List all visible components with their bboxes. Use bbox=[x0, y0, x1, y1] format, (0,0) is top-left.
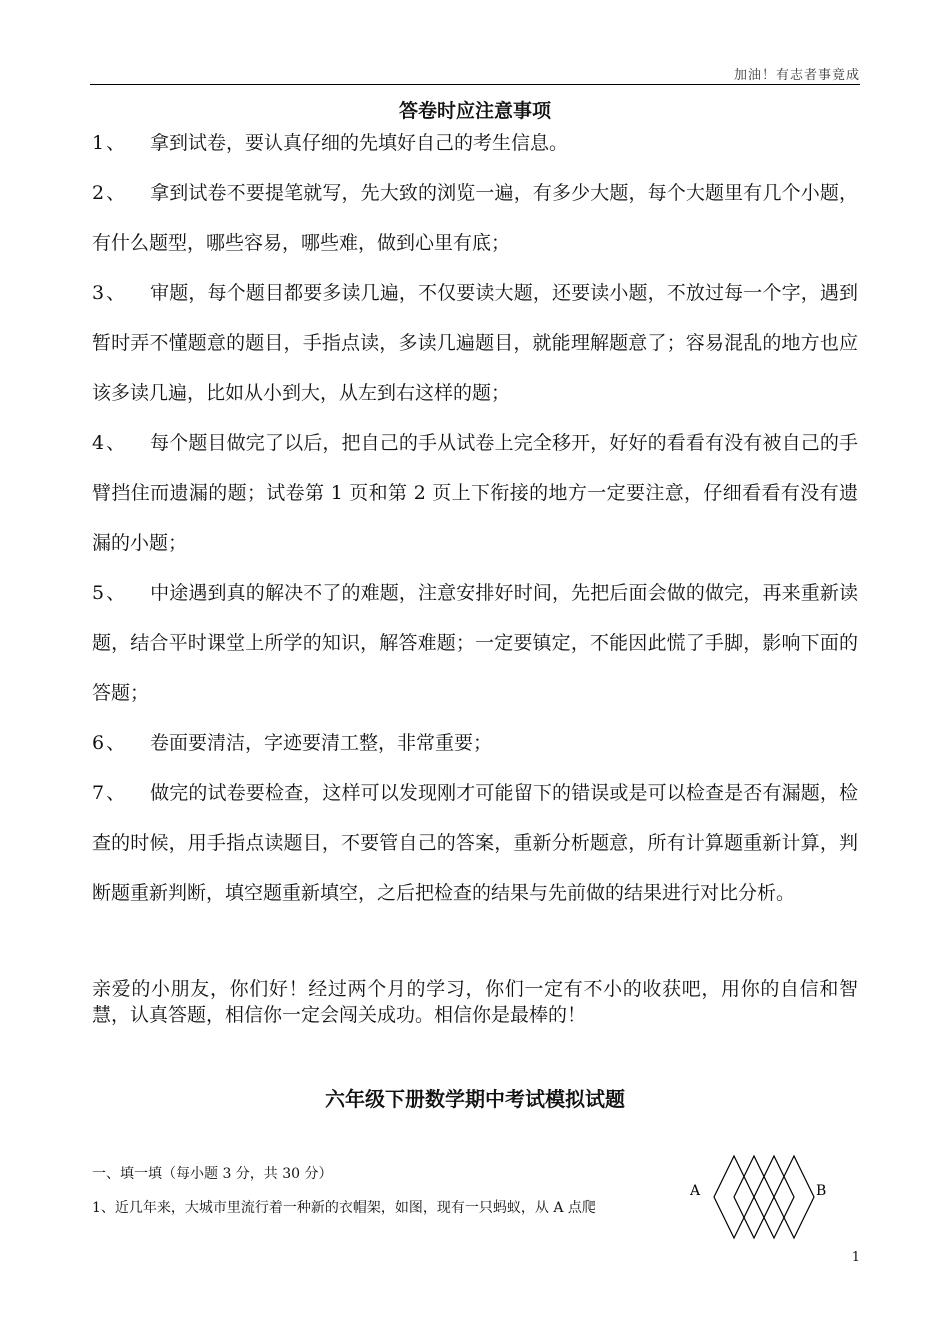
note-text: 卷面要清洁，字迹要清工整，非常重要； bbox=[150, 732, 493, 754]
note-number: 2、 bbox=[92, 182, 128, 204]
note-text: 审题，每个题目都要多读几遍，不仅要读大题，还要读小题，不放过每一个字，遇到暂时弄不懂题意的题目，手指点读，多读几遍题目，就能理解题意了；容易混乱的地方也应该多读几遍，比如从小到大，从左到右这样的题； bbox=[92, 282, 858, 404]
note-item bbox=[92, 118, 858, 168]
note-text: 每个题目做完了以后，把自己的手从试卷上完全移开，好好的看看有没有被自己的手臂挡住而遗漏的题；试卷第 1 页和第 2 页上下衔接的地方一定要注意，仔细看看有没有遗漏的小题； bbox=[92, 432, 858, 554]
note-text: 中途遇到真的解决不了的难题，注意安排好时间，先把后面会做的做完，再来重新读题，结合平时课堂上所学的知识，解答难题；一定要镇定，不能因此慌了手脚，影响下面的答题； bbox=[92, 582, 858, 704]
note-number: 4、 bbox=[92, 432, 128, 454]
note-item bbox=[92, 168, 858, 268]
note-item bbox=[92, 568, 858, 718]
note-number: 6、 bbox=[92, 732, 128, 754]
label-b: B bbox=[816, 1183, 827, 1199]
note-number: 5、 bbox=[92, 582, 128, 604]
notes-title: 答卷时应注意事项 bbox=[398, 100, 551, 122]
note-text: 拿到试卷，要认真仔细的先填好自己的考生信息。 bbox=[150, 132, 569, 154]
note-item bbox=[92, 418, 858, 568]
note-number: 7、 bbox=[92, 782, 128, 804]
note-text: 做完的试卷要检查，这样可以发现刚才可能留下的错误或是可以检查是否有漏题，检查的时候，用手指点读题目，不要管自己的答案，重新分析题意，所有计算题重新计算，判断题重新判断，填空题重新填空，之后把检查的结果与先前做的结果进行对比分析。 bbox=[92, 782, 858, 904]
notes-list bbox=[92, 118, 858, 918]
intro-paragraph: 亲爱的小朋友，你们好！经过两个月的学习，你们一定有不小的收获吧，用你的自信和智慧，认真答题，相信你一定会闯关成功。相信你是最棒的！ bbox=[92, 978, 858, 1026]
note-item bbox=[92, 268, 858, 418]
header-motto: 加油！有志者事竟成 bbox=[733, 68, 860, 83]
note-number: 3、 bbox=[92, 282, 128, 304]
label-a: A bbox=[690, 1183, 701, 1199]
note-text: 拿到试卷不要提笔就写，先大致的浏览一遍，有多少大题，每个大题里有几个小题，有什么题型，哪些容易，哪些难，做到心里有底； bbox=[92, 182, 858, 254]
note-number: 1、 bbox=[92, 132, 128, 154]
note-item bbox=[92, 768, 858, 918]
question-text: 1、近几年来，大城市里流行着一种新的衣帽架，如图，现有一只蚂蚁，从 A 点爬 bbox=[92, 1200, 596, 1216]
note-item bbox=[92, 718, 858, 768]
page-number: 1 bbox=[851, 1250, 860, 1265]
header-divider bbox=[90, 84, 860, 85]
section-heading: 一、填一填（每小题 3 分，共 30 分） bbox=[92, 1166, 333, 1182]
hanger-diagram bbox=[688, 1154, 838, 1240]
exam-title: 六年级下册数学期中考试模拟试题 bbox=[325, 1087, 625, 1111]
